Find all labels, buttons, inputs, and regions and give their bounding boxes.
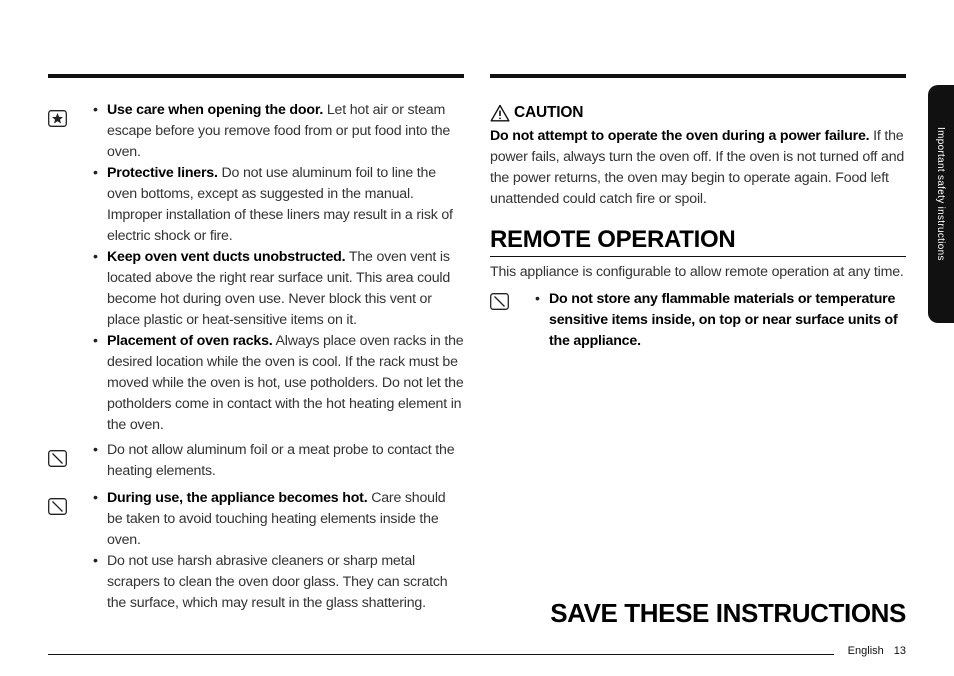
notice-group-prohibited-1: [48, 440, 464, 482]
list-item: • Use care when opening the door. Let hot air or steam escape before you remove food from or put food into the oven.: [93, 100, 464, 163]
notice-group-prohibited-2: [48, 488, 464, 614]
warning-triangle-icon: [490, 104, 510, 122]
list-item: • Placement of oven racks. Always place oven racks in the desired location while the oven is cool. If the rack must be moved while the oven is hot, use potholders. Do not let the potholders come in contact with the hot heating element in the oven.: [93, 331, 464, 436]
list-item: • Protective liners. Do not use aluminum foil to line the oven bottoms, except as suggested in the manual. Improper installation of these liners may result in a risk of electric shock or fire.: [93, 163, 464, 247]
footer-rule: [48, 654, 834, 655]
prohibited-icon: [48, 498, 67, 515]
caution-text: Do not attempt to operate the oven during a power failure. If the power fails, always turn the oven off. If the oven is not turned off and the power returns, the oven may begin to operate again. Food left unattended could catch fire or spoil.: [490, 128, 905, 207]
page-number: 13: [893, 645, 906, 657]
left-top-rule: [48, 74, 464, 78]
prohibited-icon: [490, 293, 509, 310]
list-item: • Keep oven vent ducts unobstructed. The oven vent is located above the right rear surface unit. This area could become hot during oven use. Never block this vent or place plastic or heat-sensitive items on it.: [93, 247, 464, 331]
right-column: [490, 100, 906, 356]
left-column: [48, 100, 464, 618]
section-intro: This appliance is configurable to allow remote operation at any time.: [490, 264, 904, 280]
list-item: • Do not allow aluminum foil or a meat probe to contact the heating elements.: [93, 440, 464, 482]
side-tab-label: Important safety instructions: [935, 127, 946, 261]
footer-language: English: [847, 645, 884, 657]
save-instructions-heading: SAVE THESE INSTRUCTIONS: [550, 598, 906, 628]
section-side-tab: [928, 85, 954, 323]
caution-label: CAUTION: [514, 104, 584, 121]
list-item: • During use, the appliance becomes hot. Care should be taken to avoid touching heating elements inside the oven.: [93, 488, 464, 551]
list-item: • Do not use harsh abrasive cleaners or sharp metal scrapers to clean the oven door glass. They can scratch the surface, which may result in the glass shattering.: [93, 551, 464, 614]
caution-heading: [490, 102, 906, 123]
right-top-rule: [490, 74, 906, 78]
section-heading: REMOTE OPERATION: [490, 226, 906, 257]
notice-group-prohibited-remote: [490, 289, 906, 352]
star-icon: [48, 110, 67, 127]
footer: [848, 645, 906, 657]
notice-group-star: [48, 100, 464, 436]
prohibited-icon: [48, 450, 67, 467]
list-item: • Do not store any flammable materials or temperature sensitive items inside, on top or near surface units of the appliance.: [535, 289, 906, 352]
